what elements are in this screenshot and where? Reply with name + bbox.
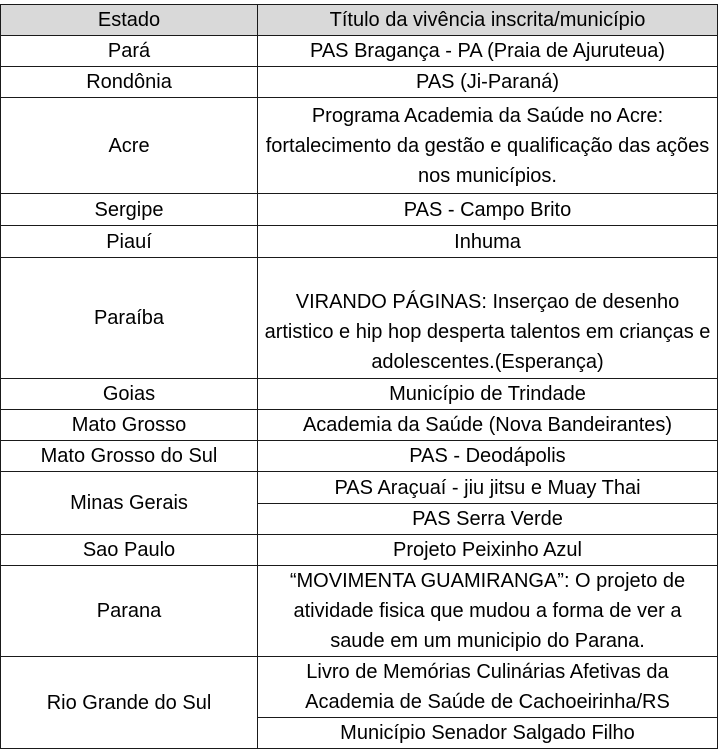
table-row xyxy=(1,258,718,379)
header-estado[interactable]: Estado xyxy=(1,5,258,36)
cell-titulo[interactable]: Município Senador Salgado Filho xyxy=(258,718,718,749)
table-row xyxy=(1,226,718,258)
cell-estado[interactable]: Sergipe xyxy=(1,194,258,226)
cell-estado[interactable]: Pará xyxy=(1,36,258,67)
table-row xyxy=(1,472,718,504)
vivencias-table xyxy=(0,4,718,749)
cell-estado[interactable]: Piauí xyxy=(1,226,258,258)
cell-titulo[interactable]: PAS Araçuaí - jiu jitsu e Muay Thai xyxy=(258,472,718,504)
cell-estado[interactable]: Rio Grande do Sul xyxy=(1,657,258,749)
cell-estado[interactable]: Parana xyxy=(1,566,258,657)
table-row xyxy=(1,441,718,472)
table-row xyxy=(1,535,718,566)
cell-titulo[interactable]: Academia da Saúde (Nova Bandeirantes) xyxy=(258,410,718,441)
cell-titulo[interactable]: Município de Trindade xyxy=(258,379,718,410)
table-row xyxy=(1,657,718,718)
cell-titulo[interactable]: PAS - Deodápolis xyxy=(258,441,718,472)
cell-titulo[interactable]: PAS Serra Verde xyxy=(258,504,718,535)
cell-estado[interactable]: Acre xyxy=(1,98,258,194)
cell-estado[interactable]: Goias xyxy=(1,379,258,410)
cell-estado[interactable]: Mato Grosso do Sul xyxy=(1,441,258,472)
header-row xyxy=(1,5,718,36)
cell-titulo[interactable]: Projeto Peixinho Azul xyxy=(258,535,718,566)
table-row xyxy=(1,566,718,657)
header-titulo[interactable]: Título da vivência inscrita/município xyxy=(258,5,718,36)
table-row xyxy=(1,410,718,441)
table-row xyxy=(1,36,718,67)
cell-titulo[interactable]: Programa Academia da Saúde no Acre: fortalecimento da gestão e qualificação das ações nos municípios. xyxy=(258,98,718,194)
cell-titulo[interactable]: Livro de Memórias Culinárias Afetivas da Academia de Saúde de Cachoeirinha/RS xyxy=(258,657,718,718)
table-row xyxy=(1,98,718,194)
cell-estado[interactable]: Mato Grosso xyxy=(1,410,258,441)
table-row xyxy=(1,194,718,226)
cell-titulo[interactable]: PAS - Campo Brito xyxy=(258,194,718,226)
table-row xyxy=(1,379,718,410)
cell-estado[interactable]: Minas Gerais xyxy=(1,472,258,535)
cell-estado[interactable]: Paraíba xyxy=(1,258,258,379)
table-row xyxy=(1,67,718,98)
cell-titulo[interactable]: “MOVIMENTA GUAMIRANGA”: O projeto de atividade fisica que mudou a forma de ver a saude em um municipio do Parana. xyxy=(258,566,718,657)
cell-estado[interactable]: Sao Paulo xyxy=(1,535,258,566)
cell-titulo[interactable]: PAS (Ji-Paraná) xyxy=(258,67,718,98)
cell-titulo[interactable]: VIRANDO PÁGINAS: Inserçao de desenho artistico e hip hop desperta talentos em crianças e adolescentes.(Esperança) xyxy=(258,258,718,379)
cell-estado[interactable]: Rondônia xyxy=(1,67,258,98)
cell-titulo[interactable]: Inhuma xyxy=(258,226,718,258)
cell-titulo[interactable]: PAS Bragança - PA (Praia de Ajuruteua) xyxy=(258,36,718,67)
